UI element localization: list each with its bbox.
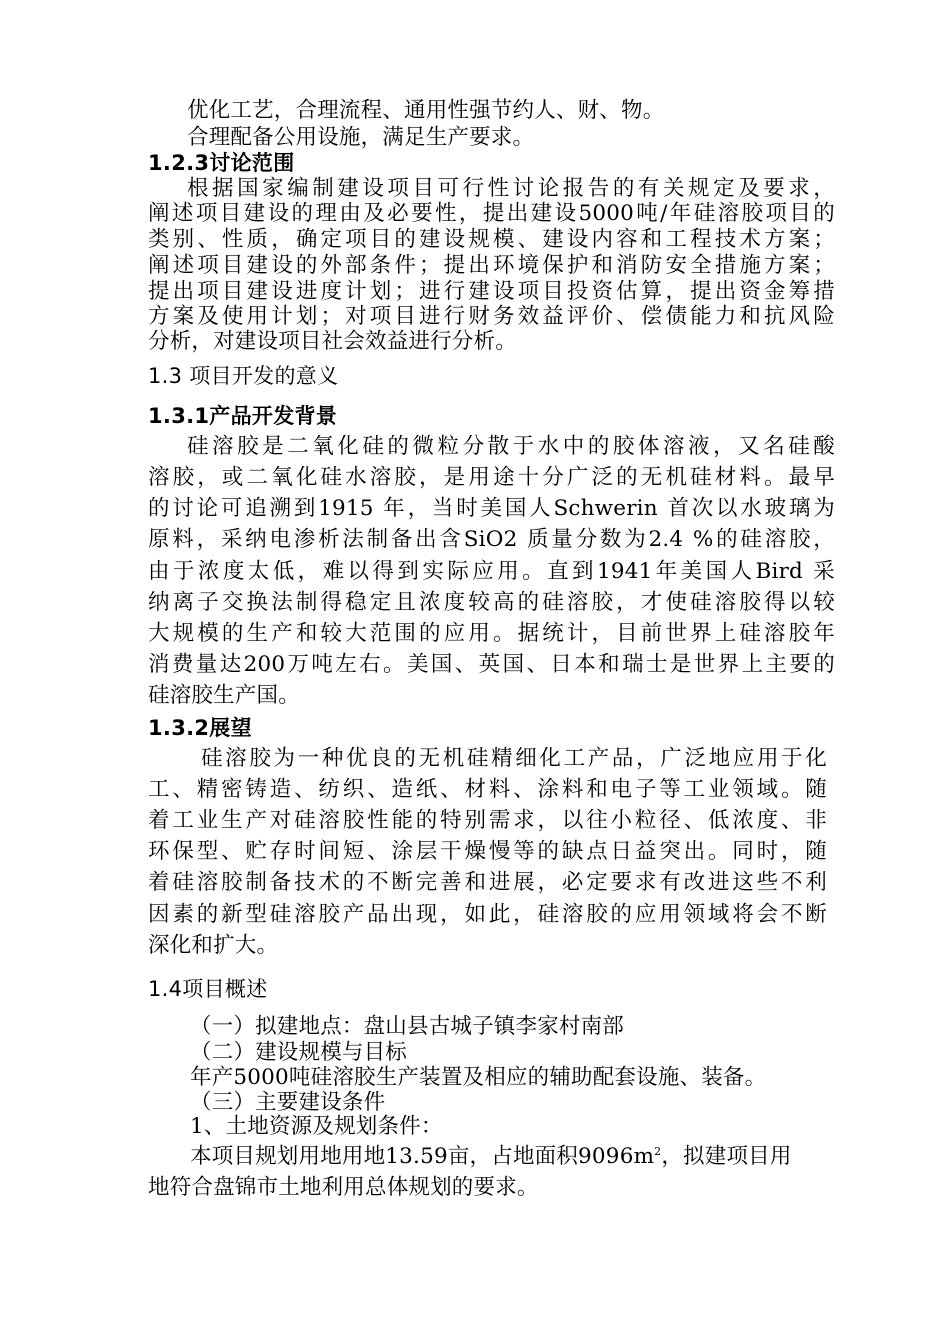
paragraph-line: 大规模的生产和较大范围的应用。据统计，目前世界上硅溶胶年 [148,621,835,646]
overview-land-line-1 [190,1142,890,1172]
paragraph-line: 阐述项目建设的外部条件；提出环境保护和消防安全措施方案； [148,253,835,278]
heading-1-3-1: 1.3.1产品开发背景 [148,404,338,428]
paragraph-line: 硅溶胶是二氧化硅的微粒分散于水中的胶体溶液，又名硅酸 [187,434,835,459]
paragraph-line: 工、精密铸造、纺织、造纸、材料、涂料和电子等工业领域。随 [148,777,827,802]
square-superscript: 2 [654,1144,662,1158]
heading-1-3-2: 1.3.2展望 [148,716,252,740]
paragraph-line: 溶胶，或二氧化硅水溶胶，是用途十分广泛的无机硅材料。最早 [148,465,835,490]
paragraph-line: 深化和扩大。 [148,933,279,958]
overview-sub-land: 1、土地资源及规划条件： [190,1114,443,1139]
paragraph-line: 消费量达200万吨左右。美国、英国、日本和瑞士是世界上主要的 [148,652,835,677]
paragraph-line: 由于浓度太低，难以得到实际应用。直到1941年美国人Bird 采 [148,559,835,584]
paragraph-line: 硅溶胶生产国。 [148,683,300,708]
overview-item-scale: （二）建设规模与目标 [190,1040,408,1065]
land-area-text: 本项目规划用地用地13.59亩，占地面积9096m [190,1144,655,1169]
overview-item-location: （一）拟建地点：盘山县古城子镇李家村南部 [190,1014,625,1039]
paragraph-line: 纳离子交换法制得稳定且浓度较高的硅溶胶，才使硅溶胶得以较 [148,590,835,615]
heading-1-4: 1.4项目概述 [148,977,268,1001]
paragraph-line: 硅溶胶为一种优良的无机硅精细化工产品，广泛地应用于化 [201,746,827,771]
paragraph-line: 方案及使用计划；对项目进行财务效益评价、偿债能力和抗风险 [148,304,835,329]
paragraph-line: 类别、性质，确定项目的建设规模、建设内容和工程技术方案； [148,227,835,252]
paragraph-line: 环保型、贮存时间短、涂层干燥慢等的缺点日益突出。同时，随 [148,839,827,864]
paragraph-line: 着硅溶胶制备技术的不断完善和进展，必定要求有改进这些不利 [148,870,827,895]
paragraph-line: 原料，采纳电渗析法制备出含SiO2 质量分数为2.4 %的硅溶胶， [148,527,835,552]
overview-land-line-2: 地符合盘锦市土地利用总体规划的要求。 [148,1175,539,1200]
paragraph-line: 提出项目建设进度计划；进行建设项目投资估算，提出资金筹措 [148,279,835,304]
paragraph-line: 分析，对建设项目社会效益进行分析。 [148,329,517,354]
paragraph-line: 的讨论可追溯到1915 年，当时美国人Schwerin 首次以水玻璃为 [148,496,835,521]
overview-scale-text: 年产5000吨硅溶胶生产装置及相应的辅助配套设施、装备。 [190,1065,767,1090]
heading-1-3: 1.3 项目开发的意义 [148,364,339,388]
paragraph-line: 根据国家编制建设项目可行性讨论报告的有关规定及要求， [187,176,835,201]
paragraph-line: 阐述项目建设的理由及必要性，提出建设5000吨/年硅溶胶项目的 [148,201,835,226]
paragraph-line: 因素的新型硅溶胶产品出现，如此，硅溶胶的应用领域将会不断 [148,902,827,927]
heading-1-2-3: 1.2.3讨论范围 [148,151,295,175]
land-area-text-tail: ，拟建项目用 [661,1144,792,1169]
paragraph-line: 着工业生产对硅溶胶性能的特别需求，以往小粒径、低浓度、非 [148,808,827,833]
intro-line-2: 合理配备公用设施，满足生产要求。 [187,125,535,150]
intro-line-1: 优化工艺，合理流程、通用性强节约人、财、物。 [187,98,665,123]
overview-item-conditions: （三）主要建设条件 [190,1090,386,1115]
